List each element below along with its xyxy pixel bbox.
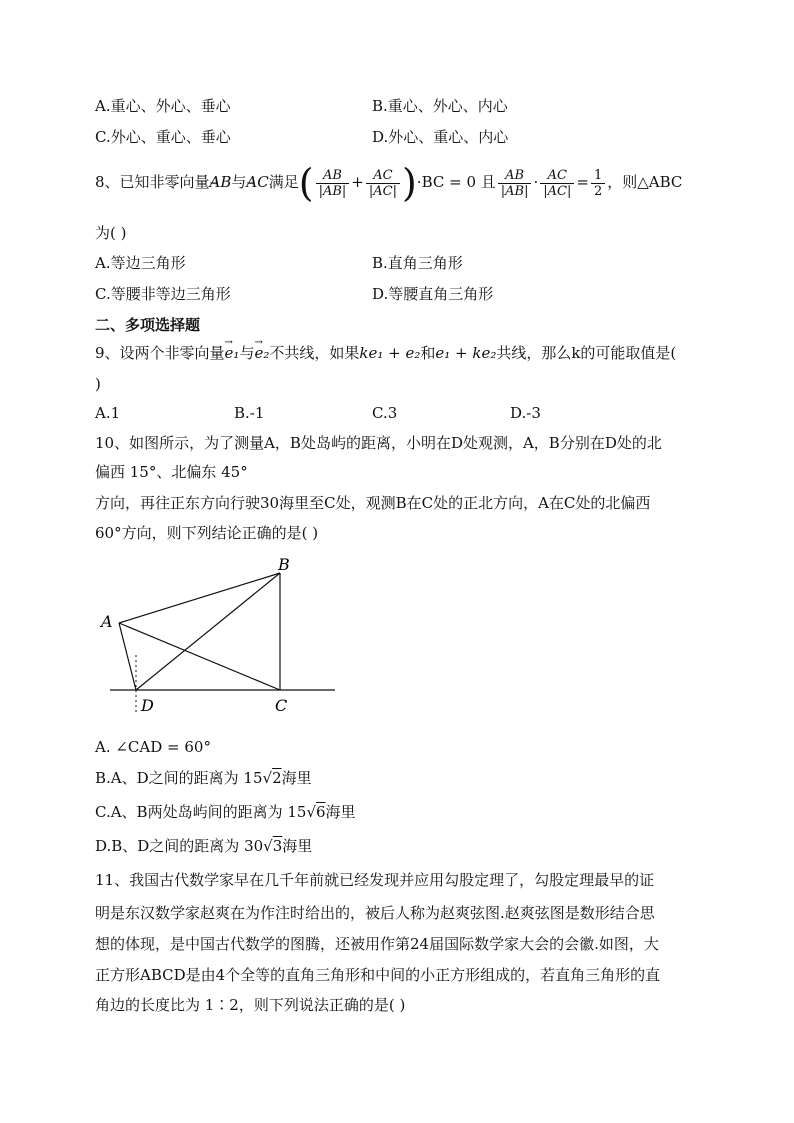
- q9-option-c[interactable]: C.3: [372, 404, 398, 422]
- q9-and: 和: [420, 344, 436, 362]
- q8-satisfy: 满足: [268, 173, 299, 191]
- q8-vec-ac: → AC: [246, 173, 268, 191]
- label-a: A: [101, 612, 113, 631]
- q8-option-b[interactable]: B.直角三角形: [372, 254, 463, 272]
- q8-equals: =: [576, 173, 589, 191]
- q9-option-d[interactable]: D.-3: [510, 404, 541, 422]
- q8-dot: ·: [533, 173, 539, 191]
- q9-stem: [95, 343, 676, 363]
- q7-option-d[interactable]: D.外心、重心、内心: [372, 128, 509, 146]
- line-ab: [119, 573, 280, 623]
- q10-figure: [95, 555, 345, 720]
- q10-option-b[interactable]: B.A、D之间的距离为 15√2海里: [95, 769, 312, 787]
- q9-vec-e1: → e₁: [225, 344, 240, 362]
- q8-option-a[interactable]: A.等边三角形: [95, 254, 186, 272]
- label-d: D: [141, 696, 154, 715]
- q11-stem-line4: 正方形ABCD是由4个全等的直角三角形和中间的小正方形组成的，若直角三角形的直: [95, 966, 661, 984]
- q9-option-a[interactable]: A.1: [95, 404, 121, 422]
- q10-stem-line3: 方向，再往正东方向行驶30海里至C处，观测B在C处的正北方向，A在C处的北偏西: [95, 494, 651, 512]
- label-b: B: [278, 555, 290, 574]
- q11-stem-line3: 想的体现，是中国古代数学的图腾，还被用作第24届国际数学家大会的会徽.如图，大: [95, 935, 659, 953]
- q7-option-c[interactable]: C.外心、重心、垂心: [95, 128, 231, 146]
- q11-stem-line2: 明是东汉数学家赵爽在为作注时给出的，被后人称为赵爽弦图.赵爽弦图是数形结合思: [95, 904, 655, 922]
- q9-vec-e2: → e₂: [254, 344, 269, 362]
- q10-option-a[interactable]: A. ∠CAD = 60°: [95, 738, 211, 756]
- q9-expr2: e₁ + ke₂: [435, 344, 497, 362]
- line-ad: [119, 623, 136, 690]
- q10-option-d[interactable]: D.B、D之间的距离为 30√3海里: [95, 837, 313, 855]
- q8-frac-ac: $\frac{AC}{|AC|}$: [366, 168, 400, 199]
- q9-text2: 不共线，如果: [269, 344, 360, 362]
- q10-stem-line1: 10、如图所示，为了测量A，B处岛屿的距离，小明在D处观测，A，B分别在D处的北: [95, 434, 662, 452]
- section-heading: 二、多项选择题: [95, 316, 201, 334]
- q8-stem-line2: 为( ): [95, 224, 127, 242]
- q10-stem-line2: 偏西 15°、北偏东 45°: [95, 463, 248, 481]
- q9-text3: 共线，那么k的可能取值是(: [496, 344, 677, 362]
- q11-stem-line5: 角边的长度比为 1∶2，则下列说法正确的是( ): [95, 996, 406, 1014]
- line-db: [136, 573, 280, 690]
- q8-stem: [95, 160, 682, 204]
- q9-text1: 9、设两个非零向量: [95, 344, 225, 362]
- q8-vec-ab: → AB: [210, 173, 232, 191]
- q10-option-c[interactable]: C.A、B两处岛屿间的距离为 15√6海里: [95, 803, 356, 821]
- q8-suffix: ，则△ABC: [607, 173, 683, 191]
- q7-option-a[interactable]: A.重心、外心、垂心: [95, 97, 231, 115]
- q9-stem-line2: ): [95, 375, 101, 393]
- q8-dot-bc: ·BC = 0 且: [416, 173, 496, 191]
- q8-frac-ac-2: $\frac{AC}{|AC|}$: [540, 168, 574, 199]
- q8-prefix: 8、已知非零向量: [95, 173, 210, 191]
- q9-with: 与: [239, 344, 255, 362]
- q8-plus: +: [351, 173, 364, 191]
- q11-stem-line1: 11、我国古代数学家早在几千年前就已经发现并应用勾股定理了，勾股定理最早的证: [95, 871, 655, 889]
- q9-option-b[interactable]: B.-1: [234, 404, 265, 422]
- q7-option-b[interactable]: B.重心、外心、内心: [372, 97, 508, 115]
- q8-frac-ab: $\frac{AB}{|AB|}$: [316, 168, 350, 199]
- q8-frac-half: $\frac{1}{2}$: [591, 168, 605, 199]
- q8-right-paren: ): [401, 161, 417, 205]
- q8-left-paren: (: [298, 161, 314, 205]
- q8-option-c[interactable]: C.等腰非等边三角形: [95, 285, 231, 303]
- label-c: C: [275, 696, 288, 715]
- q8-frac-ab-2: $\frac{AB}{|AB|}$: [498, 168, 532, 199]
- q8-with: 与: [231, 173, 247, 191]
- line-ac: [119, 623, 280, 690]
- q9-expr1: ke₁ + e₂: [359, 344, 421, 362]
- q10-stem-line4: 60°方向，则下列结论正确的是( ): [95, 524, 319, 542]
- q8-option-d[interactable]: D.等腰直角三角形: [372, 285, 494, 303]
